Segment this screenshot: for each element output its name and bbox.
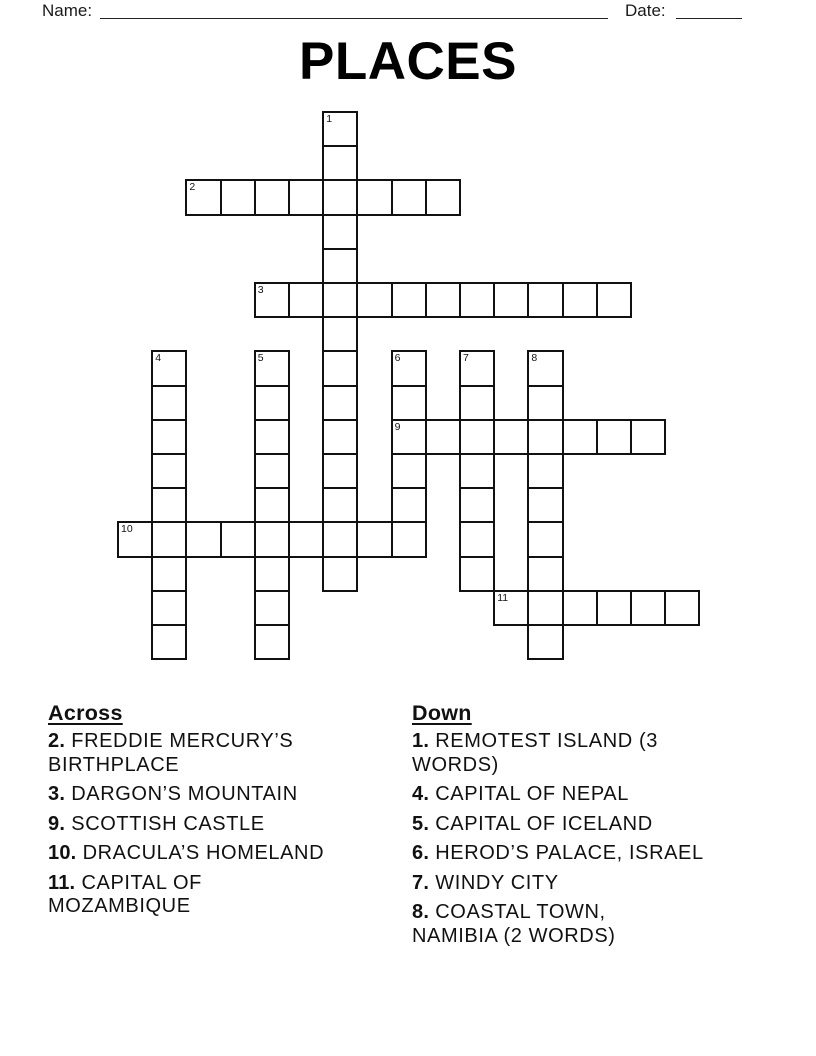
cell-number: 6	[394, 352, 401, 365]
page-title: PLACES	[299, 32, 517, 91]
grid-cell[interactable]	[493, 282, 529, 318]
grid-cell[interactable]	[151, 521, 187, 557]
grid-cell[interactable]	[459, 350, 495, 386]
grid-cell[interactable]	[391, 385, 427, 421]
grid-cell[interactable]	[288, 282, 324, 318]
clue-number: 2.	[48, 730, 66, 752]
clue: 3. DARGON’S MOUNTAIN	[48, 783, 298, 805]
clue: 11. CAPITAL OF MOZAMBIQUE	[48, 871, 202, 917]
grid-cell[interactable]	[322, 350, 358, 386]
grid-cell[interactable]	[322, 453, 358, 489]
grid-cell[interactable]	[459, 453, 495, 489]
grid-cell[interactable]	[322, 316, 358, 352]
grid-cell[interactable]	[117, 521, 153, 557]
grid-cell[interactable]	[254, 179, 290, 215]
grid-cell[interactable]	[220, 521, 256, 557]
across-heading: Across	[48, 701, 123, 725]
grid-cell[interactable]	[254, 419, 290, 455]
date-label: Date:	[625, 1, 666, 20]
clue: 7. WINDY CITY	[412, 871, 559, 894]
grid-cell[interactable]	[322, 111, 358, 147]
grid-cell[interactable]	[254, 453, 290, 489]
grid-cell[interactable]	[254, 624, 290, 660]
grid-cell[interactable]	[356, 521, 392, 557]
grid-cell[interactable]	[322, 556, 358, 592]
grid-cell[interactable]	[151, 453, 187, 489]
name-label: Name:	[42, 1, 93, 20]
grid-cell[interactable]	[151, 590, 187, 626]
clue-number: 11.	[48, 871, 76, 894]
clue-number: 3.	[48, 783, 66, 805]
grid-cell[interactable]	[254, 350, 290, 386]
across-clue-list	[48, 730, 410, 919]
clue: 6. HEROD’S PALACE, ISRAEL	[412, 842, 704, 864]
clue-number: 6.	[412, 842, 430, 864]
cell-number: 10	[121, 523, 133, 536]
grid-cell[interactable]	[322, 419, 358, 455]
grid-cell[interactable]	[562, 419, 598, 455]
grid-cell[interactable]	[322, 248, 358, 284]
grid-cell[interactable]	[151, 350, 187, 386]
clue-number: 10.	[48, 842, 77, 864]
grid-cell[interactable]	[185, 521, 221, 557]
grid-cell[interactable]	[527, 453, 563, 489]
grid-cell[interactable]	[151, 385, 187, 421]
grid-cell[interactable]	[391, 521, 427, 557]
grid-cell[interactable]	[391, 179, 427, 215]
grid-cell[interactable]	[288, 521, 324, 557]
grid-cell[interactable]	[391, 419, 427, 455]
clue: 1. REMOTEST ISLAND (3 WORDS)	[412, 730, 658, 776]
cell-number: 9	[394, 420, 401, 433]
clue-number: 5.	[412, 812, 430, 835]
grid-cell[interactable]	[151, 419, 187, 455]
cell-number: 7	[463, 352, 469, 365]
clue-number: 9.	[48, 812, 66, 835]
grid-cell[interactable]	[356, 282, 392, 318]
grid-cell[interactable]	[493, 590, 529, 626]
grid-cell[interactable]	[459, 282, 495, 318]
grid-cell[interactable]	[459, 487, 495, 523]
grid-cell[interactable]	[322, 214, 358, 250]
across-clues-column	[48, 701, 410, 925]
grid-cell[interactable]	[254, 590, 290, 626]
cell-number: 8	[531, 352, 538, 365]
grid-cell[interactable]	[151, 556, 187, 592]
clue: 10. DRACULA’S HOMELAND	[48, 842, 325, 864]
grid-cell[interactable]	[151, 487, 187, 523]
clue-number: 1.	[412, 730, 430, 752]
clue-number: 8.	[412, 901, 430, 923]
grid-cell[interactable]	[425, 282, 461, 318]
grid-cell[interactable]	[527, 385, 563, 421]
clue: 8. COASTAL TOWN, NAMIBIA (2 WORDS)	[412, 901, 616, 947]
grid-cell[interactable]	[288, 179, 324, 215]
grid-cell[interactable]	[220, 179, 256, 215]
grid-cell[interactable]	[459, 385, 495, 421]
grid-cell[interactable]	[630, 590, 666, 626]
grid-cell[interactable]	[527, 556, 563, 592]
grid-cell[interactable]	[254, 385, 290, 421]
grid-cell[interactable]	[391, 487, 427, 523]
clue-number: 7.	[412, 871, 430, 894]
grid-cell[interactable]	[664, 590, 700, 626]
cell-number: 5	[257, 352, 264, 365]
grid-cell[interactable]	[562, 590, 598, 626]
grid-cell[interactable]	[322, 179, 358, 215]
grid-cell[interactable]	[459, 556, 495, 592]
grid-cell[interactable]	[527, 419, 563, 455]
cell-number: 4	[155, 352, 162, 365]
grid-cell[interactable]	[322, 521, 358, 557]
grid-cell[interactable]	[527, 487, 563, 523]
cell-number: 11	[497, 591, 509, 604]
grid-cell[interactable]	[562, 282, 598, 318]
grid-cell[interactable]	[596, 590, 632, 626]
cell-number: 1	[326, 113, 333, 125]
grid-cell[interactable]	[596, 282, 632, 318]
clue: 9. SCOTTISH CASTLE	[48, 812, 265, 835]
grid-cell[interactable]	[391, 350, 427, 386]
cell-number: 2	[189, 181, 196, 194]
cell-number: 3	[257, 284, 264, 296]
grid-cell[interactable]	[322, 487, 358, 523]
grid-cell[interactable]	[459, 419, 495, 455]
grid-cell[interactable]	[254, 556, 290, 592]
grid-cell[interactable]	[527, 350, 563, 386]
clue: 5. CAPITAL OF ICELAND	[412, 812, 653, 835]
grid-cell[interactable]	[493, 419, 529, 455]
grid-cell[interactable]	[630, 419, 666, 455]
grid-cell[interactable]	[391, 453, 427, 489]
grid-cell[interactable]	[596, 419, 632, 455]
down-clues-column	[412, 701, 784, 954]
clue-number: 4.	[412, 783, 430, 805]
grid-cell[interactable]	[322, 385, 358, 421]
clue: 2. FREDDIE MERCURY’S BIRTHPLACE	[48, 730, 294, 776]
grid-cell[interactable]	[322, 282, 358, 318]
grid-cell[interactable]	[527, 624, 563, 660]
down-heading: Down	[412, 701, 472, 725]
grid-cell[interactable]	[254, 521, 290, 557]
grid-cell[interactable]	[151, 624, 187, 660]
grid-cell[interactable]	[356, 179, 392, 215]
clue: 4. CAPITAL OF NEPAL	[412, 783, 629, 805]
grid-cell[interactable]	[391, 282, 427, 318]
down-clue-list	[412, 730, 784, 948]
grid-cell[interactable]	[322, 145, 358, 181]
grid-cell[interactable]	[527, 590, 563, 626]
grid-cell[interactable]	[527, 282, 563, 318]
grid-cell[interactable]	[425, 419, 461, 455]
grid-cell[interactable]	[527, 521, 563, 557]
grid-cell[interactable]	[254, 487, 290, 523]
grid-cell[interactable]	[254, 282, 290, 318]
grid-cell[interactable]	[425, 179, 461, 215]
grid-cell[interactable]	[459, 521, 495, 557]
grid-cell[interactable]	[185, 179, 221, 215]
